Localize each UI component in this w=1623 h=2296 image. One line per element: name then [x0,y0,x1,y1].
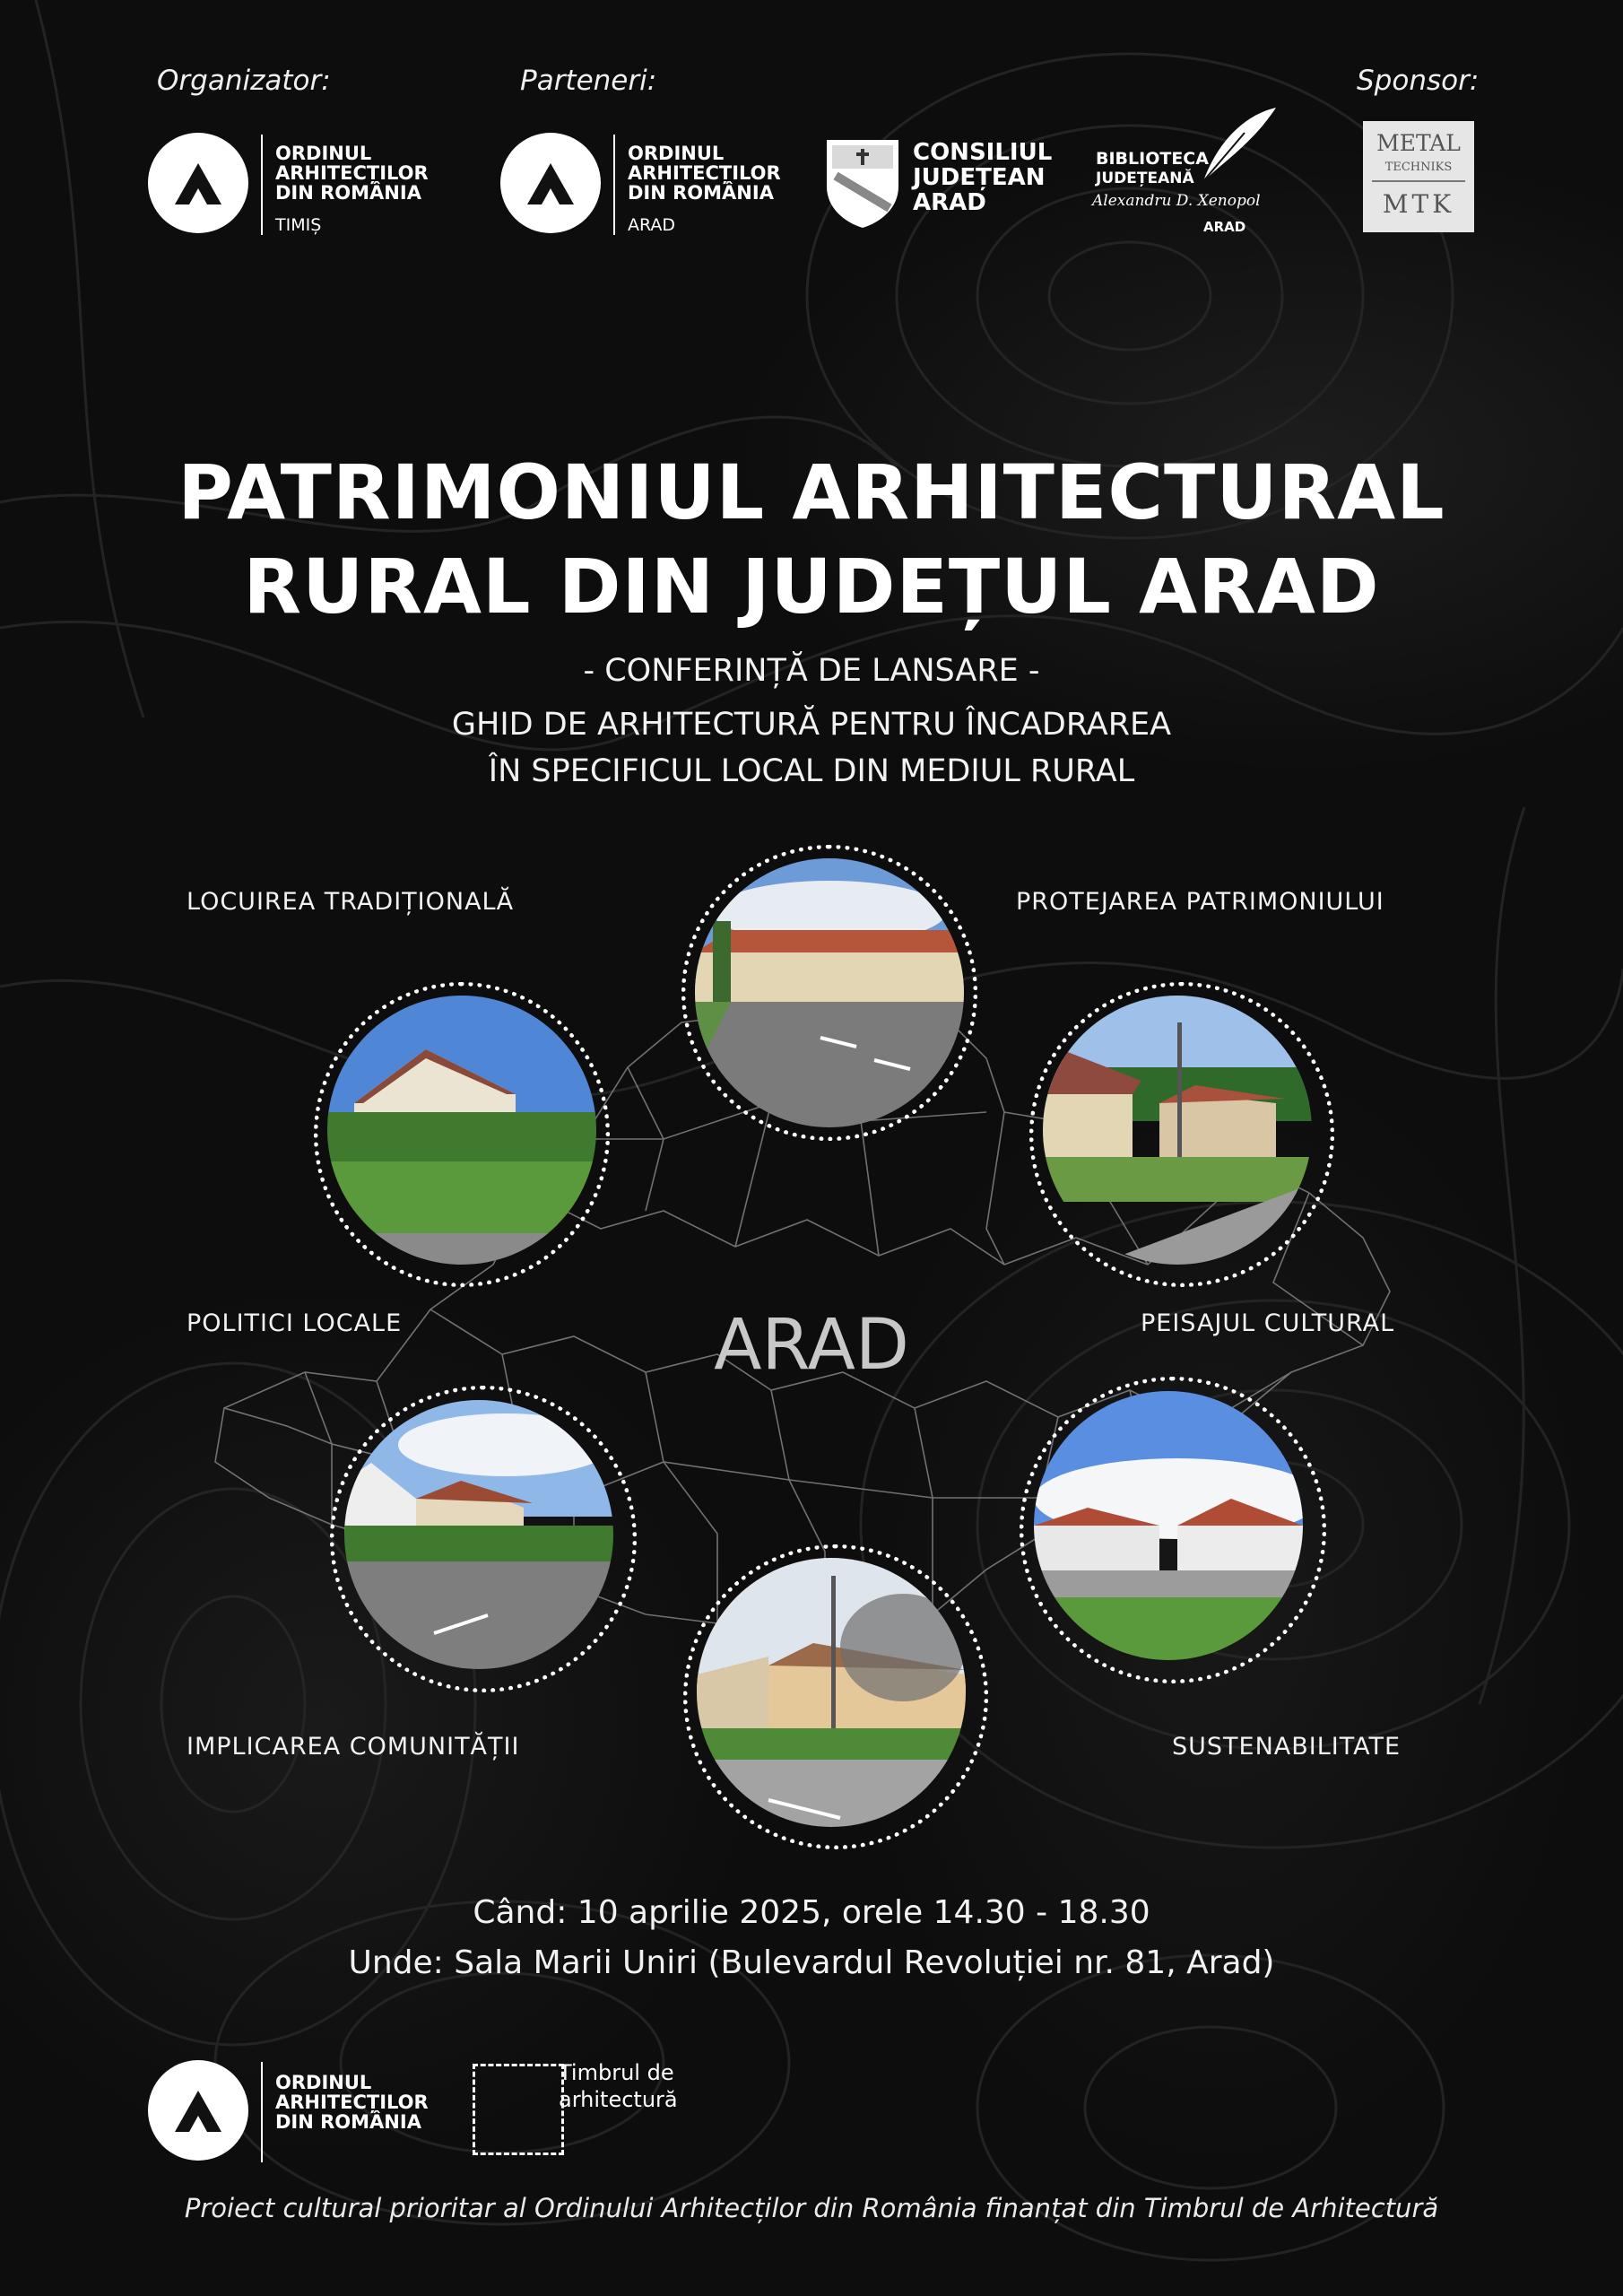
oar-timis-line3: DIN ROMÂNIA [275,182,421,204]
logo-oar-bottom[interactable] [148,2060,435,2168]
organizer-label: Organizator: [157,65,331,97]
logo-divider [261,2062,263,2162]
subtitle-line2: GHID DE ARHITECTURĂ PENTRU ÎNCADRAREA [451,707,1172,743]
photo-heritage-street[interactable] [1043,996,1312,1265]
photo-village-street-top[interactable] [695,858,964,1127]
timbru-line2: arhitectură [559,2087,678,2112]
logo-oar-arad[interactable] [500,133,787,240]
logo-oar-timis[interactable] [148,133,435,240]
metal-line2: TECHNIKS [1384,161,1453,174]
logo-metal-techniks[interactable] [1363,121,1474,232]
cj-line1: CONSILIUL [913,139,1053,166]
oar-main-line3: DIN ROMÂNIA [275,2111,421,2133]
logo-timbrul[interactable] [469,2060,684,2159]
footer-note: Proiect cultural prioritar al Ordinului Arhitecților din România finanțat din Timbrul de Arhitectură [184,2193,1439,2223]
photo-sustainable-street[interactable] [697,1558,966,1827]
logo-consiliul-judetean[interactable] [823,136,1065,235]
photo-traditional-house[interactable] [327,996,596,1265]
oar-emblem-icon [148,2060,248,2161]
photo-cultural-landscape[interactable] [1034,1391,1303,1660]
oar-timis-line1: ORDINUL [275,143,372,164]
logo-divider [261,135,263,235]
oar-main-line1: ORDINUL [275,2072,372,2093]
subtitle-line1: - CONFERINȚĂ DE LANSARE - [583,653,1040,689]
metal-line1: METAL [1376,130,1461,156]
event-when: Când: 10 aprilie 2025, orele 14.30 - 18.30 [473,1894,1150,1931]
oar-timis-branch: TIMIȘ [275,215,322,235]
metal-line3: MTK [1382,189,1455,219]
oar-arad-line2: ARHITECȚILOR [628,162,781,184]
oar-arad-line1: ORDINUL [628,143,725,164]
biblioteca-line3: ARAD [1203,219,1246,235]
oar-emblem-icon [148,133,248,233]
county-coat-of-arms-icon [823,136,902,230]
oar-arad-line3: DIN ROMÂNIA [628,182,774,204]
logo-divider [613,135,615,235]
partners-label: Parteneri: [520,65,657,97]
biblioteca-script-name: Alexandru D. Xenopol [1092,192,1261,210]
stamp-frame-icon [473,2064,564,2155]
topic-politici: POLITICI LOCALE [187,1309,403,1337]
metal-divider [1372,180,1465,182]
event-where: Unde: Sala Marii Uniri (Bulevardul Revoluției nr. 81, Arad) [348,1944,1275,1981]
topic-peisajul: PEISAJUL CULTURAL [1141,1309,1395,1337]
quill-feather-icon [1191,106,1280,187]
biblioteca-line1: BIBLIOTECA [1096,149,1209,169]
logo-biblioteca[interactable] [1092,106,1298,240]
photo-village-road[interactable] [344,1400,613,1669]
timbru-line1: Timbrul de [559,2060,674,2085]
cj-line3: ARAD [913,189,986,216]
topic-protejarea: PROTEJAREA PATRIMONIULUI [1016,888,1384,916]
oar-emblem-icon [500,133,601,233]
title-line1: PATRIMONIUL ARHITECTURAL [178,448,1445,536]
title-line2: RURAL DIN JUDEȚUL ARAD [243,543,1380,631]
oar-timis-line2: ARHITECȚILOR [275,162,429,184]
oar-main-line2: ARHITECȚILOR [275,2092,429,2113]
subtitle-line3: ÎN SPECIFICUL LOCAL DIN MEDIUL RURAL [488,753,1135,789]
biblioteca-line2: JUDEȚEANĂ [1096,170,1194,187]
oar-arad-branch: ARAD [628,215,676,235]
cj-line2: JUDEȚEAN [913,164,1046,191]
topic-sustenabilitate: SUSTENABILITATE [1172,1733,1402,1761]
topic-implicarea: IMPLICAREA COMUNITĂȚII [187,1733,520,1761]
topic-locuirea: LOCUIREA TRADIȚIONALĂ [187,888,515,916]
map-label: ARAD [714,1305,909,1386]
sponsor-label: Sponsor: [1357,65,1480,97]
